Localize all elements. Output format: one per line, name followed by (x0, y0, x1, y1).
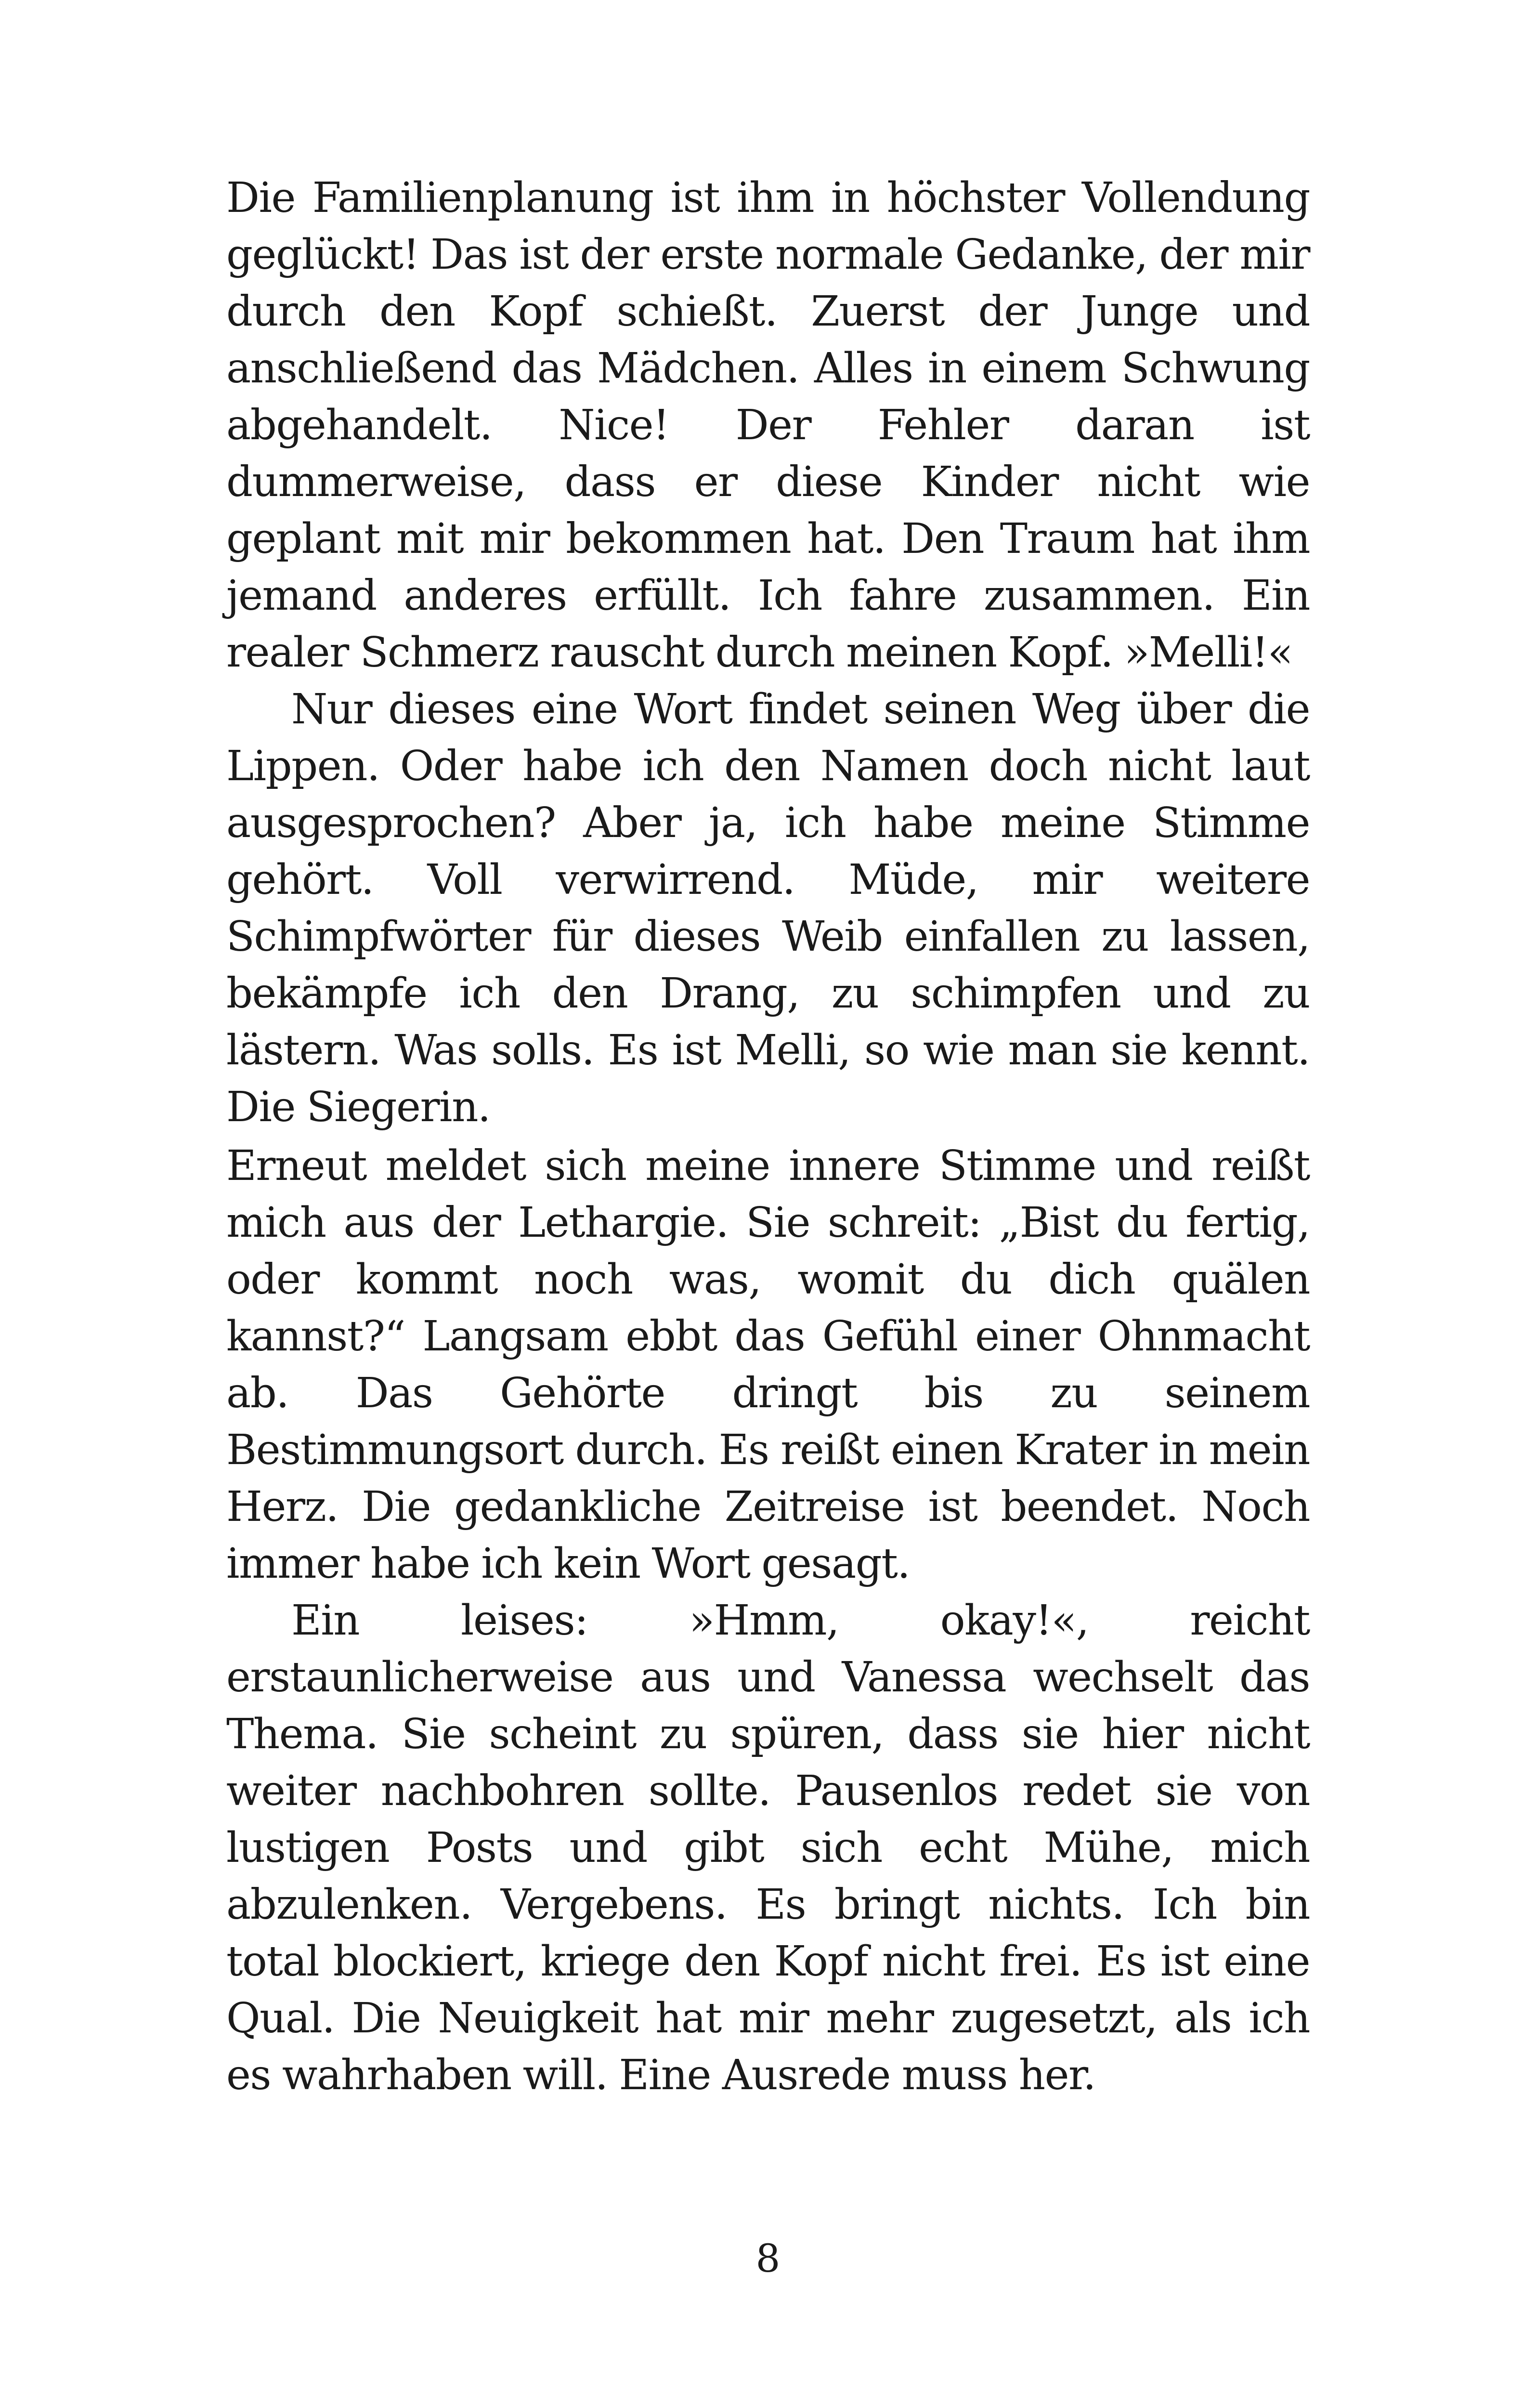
paragraph: Erneut meldet sich meine innere Stimme und reißt mich aus der Lethargie. Sie schreit: „Bist du fertig, oder kommt noch was, womit du dich quälen kannst?“ Langsam ebbt das Gefühl einer Ohnmacht ab. Das Gehörte dringt bis zu seinem Bestimmungsort durch. Es reißt einen Krater in mein Herz. Die gedankliche Zeitreise ist beendet. Noch immer habe ich kein Wort gesagt. (226, 1142, 1310, 1588)
text-section-1 (226, 170, 1310, 1136)
page-number: 8 (755, 2236, 781, 2281)
paragraph: Ein leises: »Hmm, okay!«, reicht erstaunlicherweise aus und Vanessa wechselt das Thema. Sie scheint zu spüren, dass sie hier nicht weiter nachbohren sollte. Pausenlos redet sie von lustigen Posts und gibt sich echt Mühe, mich abzulenken. Vergebens. Es bringt nichts. Ich bin total blockiert, kriege den Kopf nicht frei. Es ist eine Qual. Die Neuigkeit hat mir mehr zugesetzt, als ich es wahrhaben will. Eine Ausrede muss her. (226, 1597, 1310, 2099)
paragraph: Die Familienplanung ist ihm in höchster Vollendung geglückt! Das ist der erste normale Gedanke, der mir durch den Kopf schießt. Zuerst der Junge und anschließend das Mädchen. Alles in einem Schwung abgehandelt. Nice! Der Fehler daran ist dummerweise, dass er diese Kinder nicht wie geplant mit mir bekommen hat. Den Traum hat ihm jemand anderes erfüllt. Ich fahre zusammen. Ein realer Schmerz rauscht durch meinen Kopf. »Melli!« (226, 174, 1310, 677)
paragraph: Nur dieses eine Wort findet seinen Weg über die Lippen. Oder habe ich den Namen doch nicht laut ausgesprochen? Aber ja, ich habe meine Stimme gehört. Voll verwirrend. Müde, mir weitere Schimpfwörter für dieses Weib einfallen zu lassen, bekämpfe ich den Drang, zu schimpfen und zu lästern. Was solls. Es ist Melli, so wie man sie kennt. Die Siegerin. (226, 685, 1310, 1131)
text-section-2 (226, 1138, 1310, 2104)
